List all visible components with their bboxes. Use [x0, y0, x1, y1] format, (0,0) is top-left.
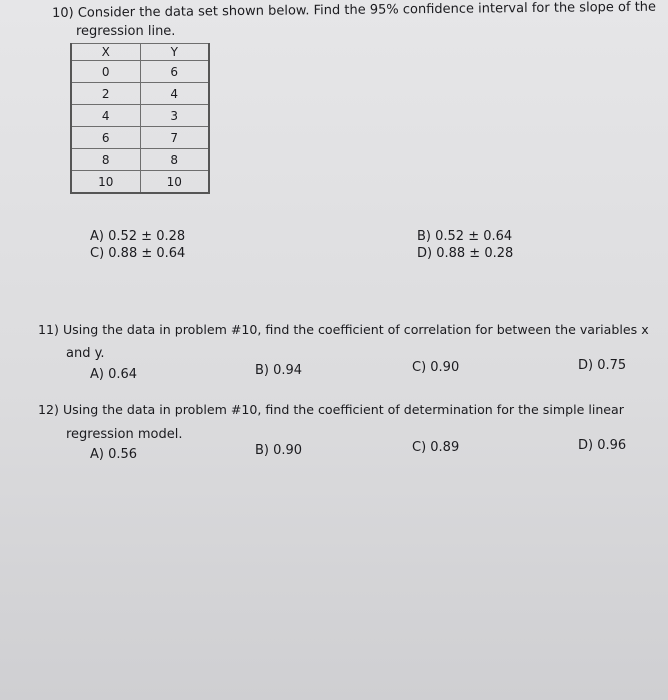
q12-option-b: B) 0.90	[255, 443, 303, 458]
q10-option-a: A) 0.52 ± 0.28	[90, 229, 186, 244]
cell-y: 4	[140, 83, 209, 105]
q12-prompt-line2: regression model.	[66, 427, 183, 442]
cell-y: 8	[140, 149, 209, 171]
q10-option-b: B) 0.52 ± 0.64	[417, 229, 513, 244]
q10-option-c: C) 0.88 ± 0.64	[90, 246, 186, 261]
q10-prompt-line2: regression line.	[76, 24, 176, 39]
table-row	[71, 127, 209, 149]
q12-option-d: D) 0.96	[578, 438, 627, 453]
cell-y: 10	[140, 171, 209, 194]
q12-prompt-line1: 12) Using the data in problem #10, find the coefficient of determination for the simple linear	[38, 402, 624, 417]
q11-option-b: B) 0.94	[255, 363, 303, 378]
table-row	[71, 83, 209, 105]
cell-y: 6	[140, 61, 209, 83]
cell-x: 0	[71, 61, 140, 83]
table-row	[71, 149, 209, 171]
table-header-row	[71, 44, 209, 61]
table-row	[71, 171, 209, 194]
q12-option-a: A) 0.56	[90, 447, 138, 462]
q11-prompt-line2: and y.	[66, 346, 105, 361]
cell-x: 4	[71, 105, 140, 127]
q11-option-a: A) 0.64	[90, 367, 138, 382]
table-row	[71, 61, 209, 83]
table-row	[71, 105, 209, 127]
cell-y: 3	[140, 105, 209, 127]
q10-option-d: D) 0.88 ± 0.28	[417, 246, 514, 261]
q10-prompt-line1: 10) Consider the data set shown below. Find the 95% confidence interval for the slope of the	[52, 0, 657, 21]
header-x: X	[71, 44, 140, 61]
header-y: Y	[140, 44, 209, 61]
cell-x: 8	[71, 149, 140, 171]
cell-x: 2	[71, 83, 140, 105]
cell-x: 10	[71, 171, 140, 194]
q11-option-d: D) 0.75	[578, 358, 627, 373]
cell-y: 7	[140, 127, 209, 149]
q11-option-c: C) 0.90	[412, 360, 460, 375]
q12-option-c: C) 0.89	[412, 440, 460, 455]
data-table	[70, 43, 210, 194]
cell-x: 6	[71, 127, 140, 149]
q11-prompt-line1: 11) Using the data in problem #10, find the coefficient of correlation for between the variables x	[38, 322, 649, 337]
